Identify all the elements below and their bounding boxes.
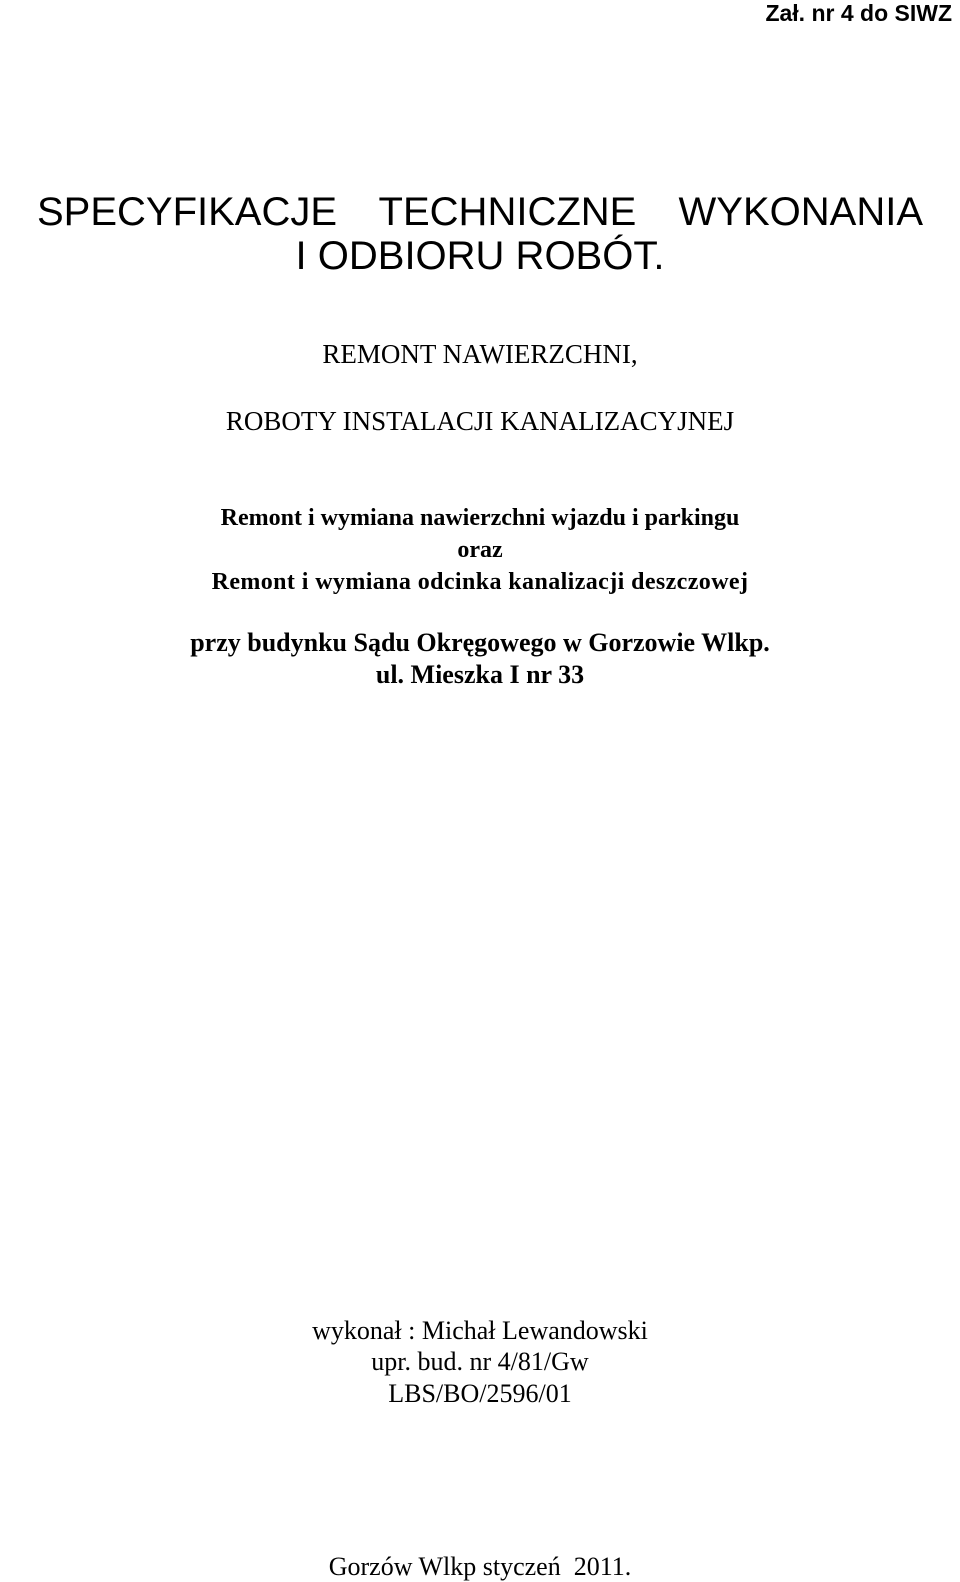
location-line-1: przy budynku Sądu Okręgowego w Gorzowie Wlkp. bbox=[190, 628, 770, 657]
document-title-line-2: I ODBIORU ROBÓT. bbox=[295, 234, 665, 278]
description-line-1: Remont i wymiana nawierzchni wjazdu i parkingu bbox=[220, 505, 740, 531]
author-name: wykonał : Michał Lewandowski bbox=[312, 1316, 648, 1345]
location-line-2: ul. Mieszka I nr 33 bbox=[375, 660, 585, 689]
scope-title-line-2: ROBOTY INSTALACJI KANALIZACYJNEJ bbox=[225, 406, 735, 436]
author-license: upr. bud. nr 4/81/Gw bbox=[371, 1347, 589, 1376]
author-registration: LBS/BO/2596/01 bbox=[388, 1379, 572, 1408]
annex-label: Zał. nr 4 do SIWZ bbox=[765, 0, 952, 26]
document-title-line-1: SPECYFIKACJE TECHNICZNE WYKONANIA bbox=[36, 190, 924, 234]
place-and-date: Gorzów Wlkp styczeń 2011. bbox=[328, 1552, 632, 1581]
description-line-2: oraz bbox=[457, 537, 503, 563]
scope-title-line-1: REMONT NAWIERZCHNI, bbox=[322, 339, 638, 369]
description-line-3: Remont i wymiana odcinka kanalizacji deszczowej bbox=[211, 569, 749, 595]
